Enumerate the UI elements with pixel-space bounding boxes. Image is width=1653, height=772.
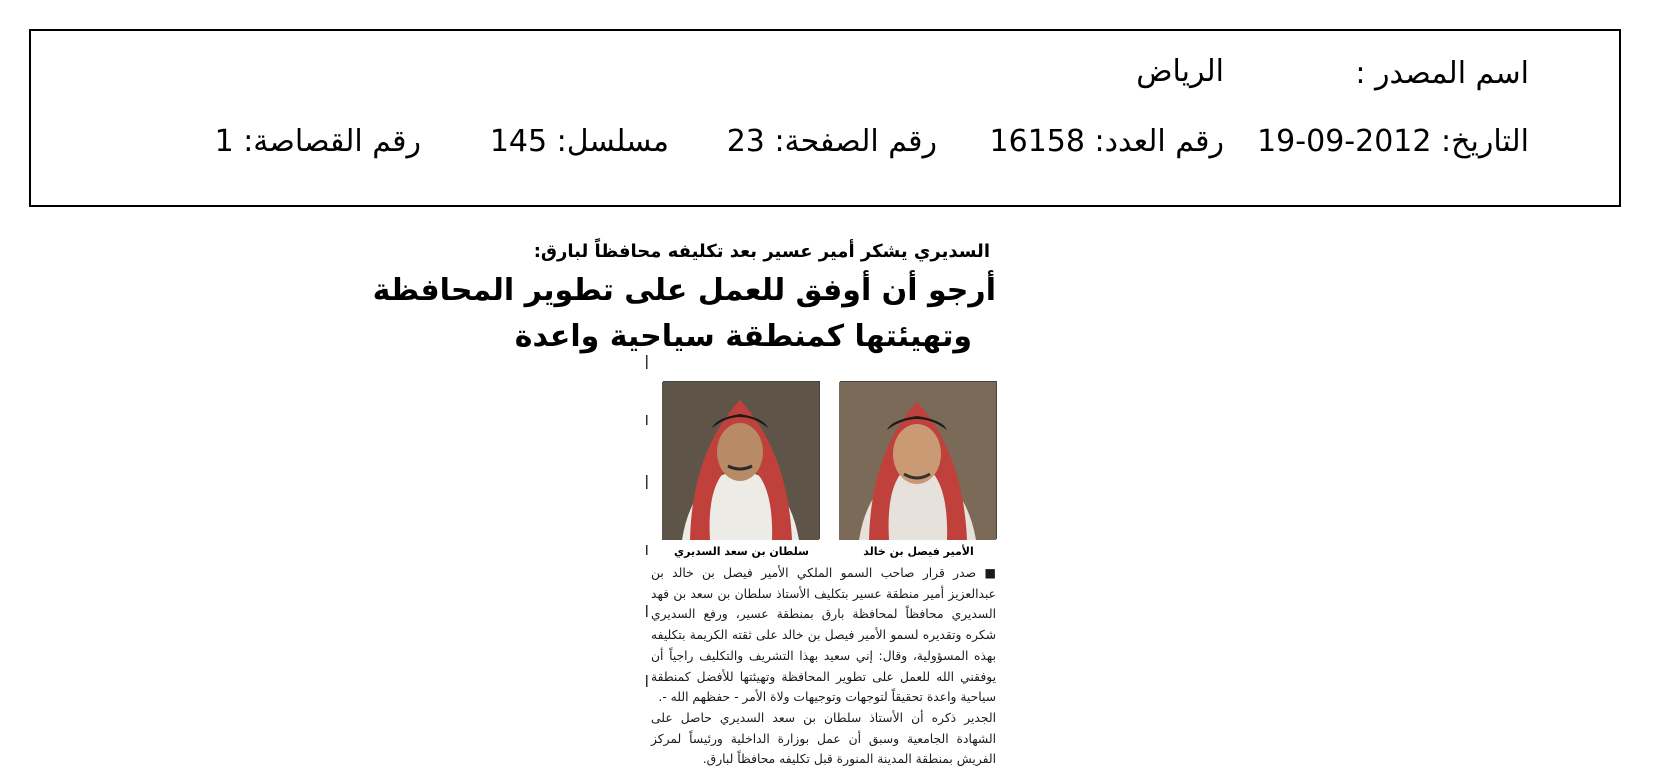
photo-caption-sultan-alsudairi: سلطان بن سعد السديري <box>674 545 809 558</box>
column-rule <box>645 355 649 735</box>
source-label: اسم المصدر : <box>1355 56 1529 91</box>
serial-label: مسلسل: 145 <box>489 124 669 159</box>
issue-label: رقم العدد: 16158 <box>989 124 1224 159</box>
photo-sultan-alsudairi <box>663 381 820 539</box>
source-value: الرياض <box>1136 54 1224 89</box>
clip-number-label: رقم القصاصة: 1 <box>214 124 421 159</box>
photo-caption-prince-faisal: الأمير فيصل بن خالد <box>863 545 974 558</box>
article-paragraph-2: الجدير ذكره أن الأستاذ سلطان بن سعد السديري حاصل على الشهادة الجامعية وسبق أن عمل بوزارة الداخلية ورئيساً لمركز الفريش بمنطقة المدينة المنورة قبل تكليفه محافظاً لبارق. <box>651 710 996 767</box>
article-kicker: السديري يشكر أمير عسير بعد تكليفه محافظاً لبارق: <box>533 241 990 262</box>
article-headline-line2: وتهيئتها كمنطقة سياحية واعدة <box>514 319 972 354</box>
article-body <box>651 563 996 770</box>
article-headline-line1: أرجو أن أوفق للعمل على تطوير المحافظة <box>372 273 996 308</box>
photo-prince-faisal <box>840 381 997 539</box>
newspaper-clipping <box>372 235 1000 767</box>
article-paragraph-1: ■ صدر قرار صاحب السمو الملكي الأمير فيصل بن خالد بن عبدالعزيز أمير منطقة عسير بتكليف الأستاذ سلطان بن سعد بن فهد السديري محافظاً لمحافظة بارق بمنطقة عسير، ورفع السديري شكره وتقديره لسمو الأمير فيصل بن خالد على ثقته الكريمة بتكليفه بهذه المسؤولية، وقال: إني سعيد بهذا التشريف والتكليف راجياً أن يوفقني الله للعمل على تطوير المحافظة وتهيئتها للأفضل كمنطقة سياحية واعدة تحقيقاً لتوجهات وتوجيهات ولاة الأمر - حفظهم الله -. <box>651 566 996 705</box>
clipping-header-box <box>29 29 1621 207</box>
date-label: التاريخ: 2012-09-19 <box>1257 124 1529 159</box>
page-label: رقم الصفحة: 23 <box>726 124 937 159</box>
